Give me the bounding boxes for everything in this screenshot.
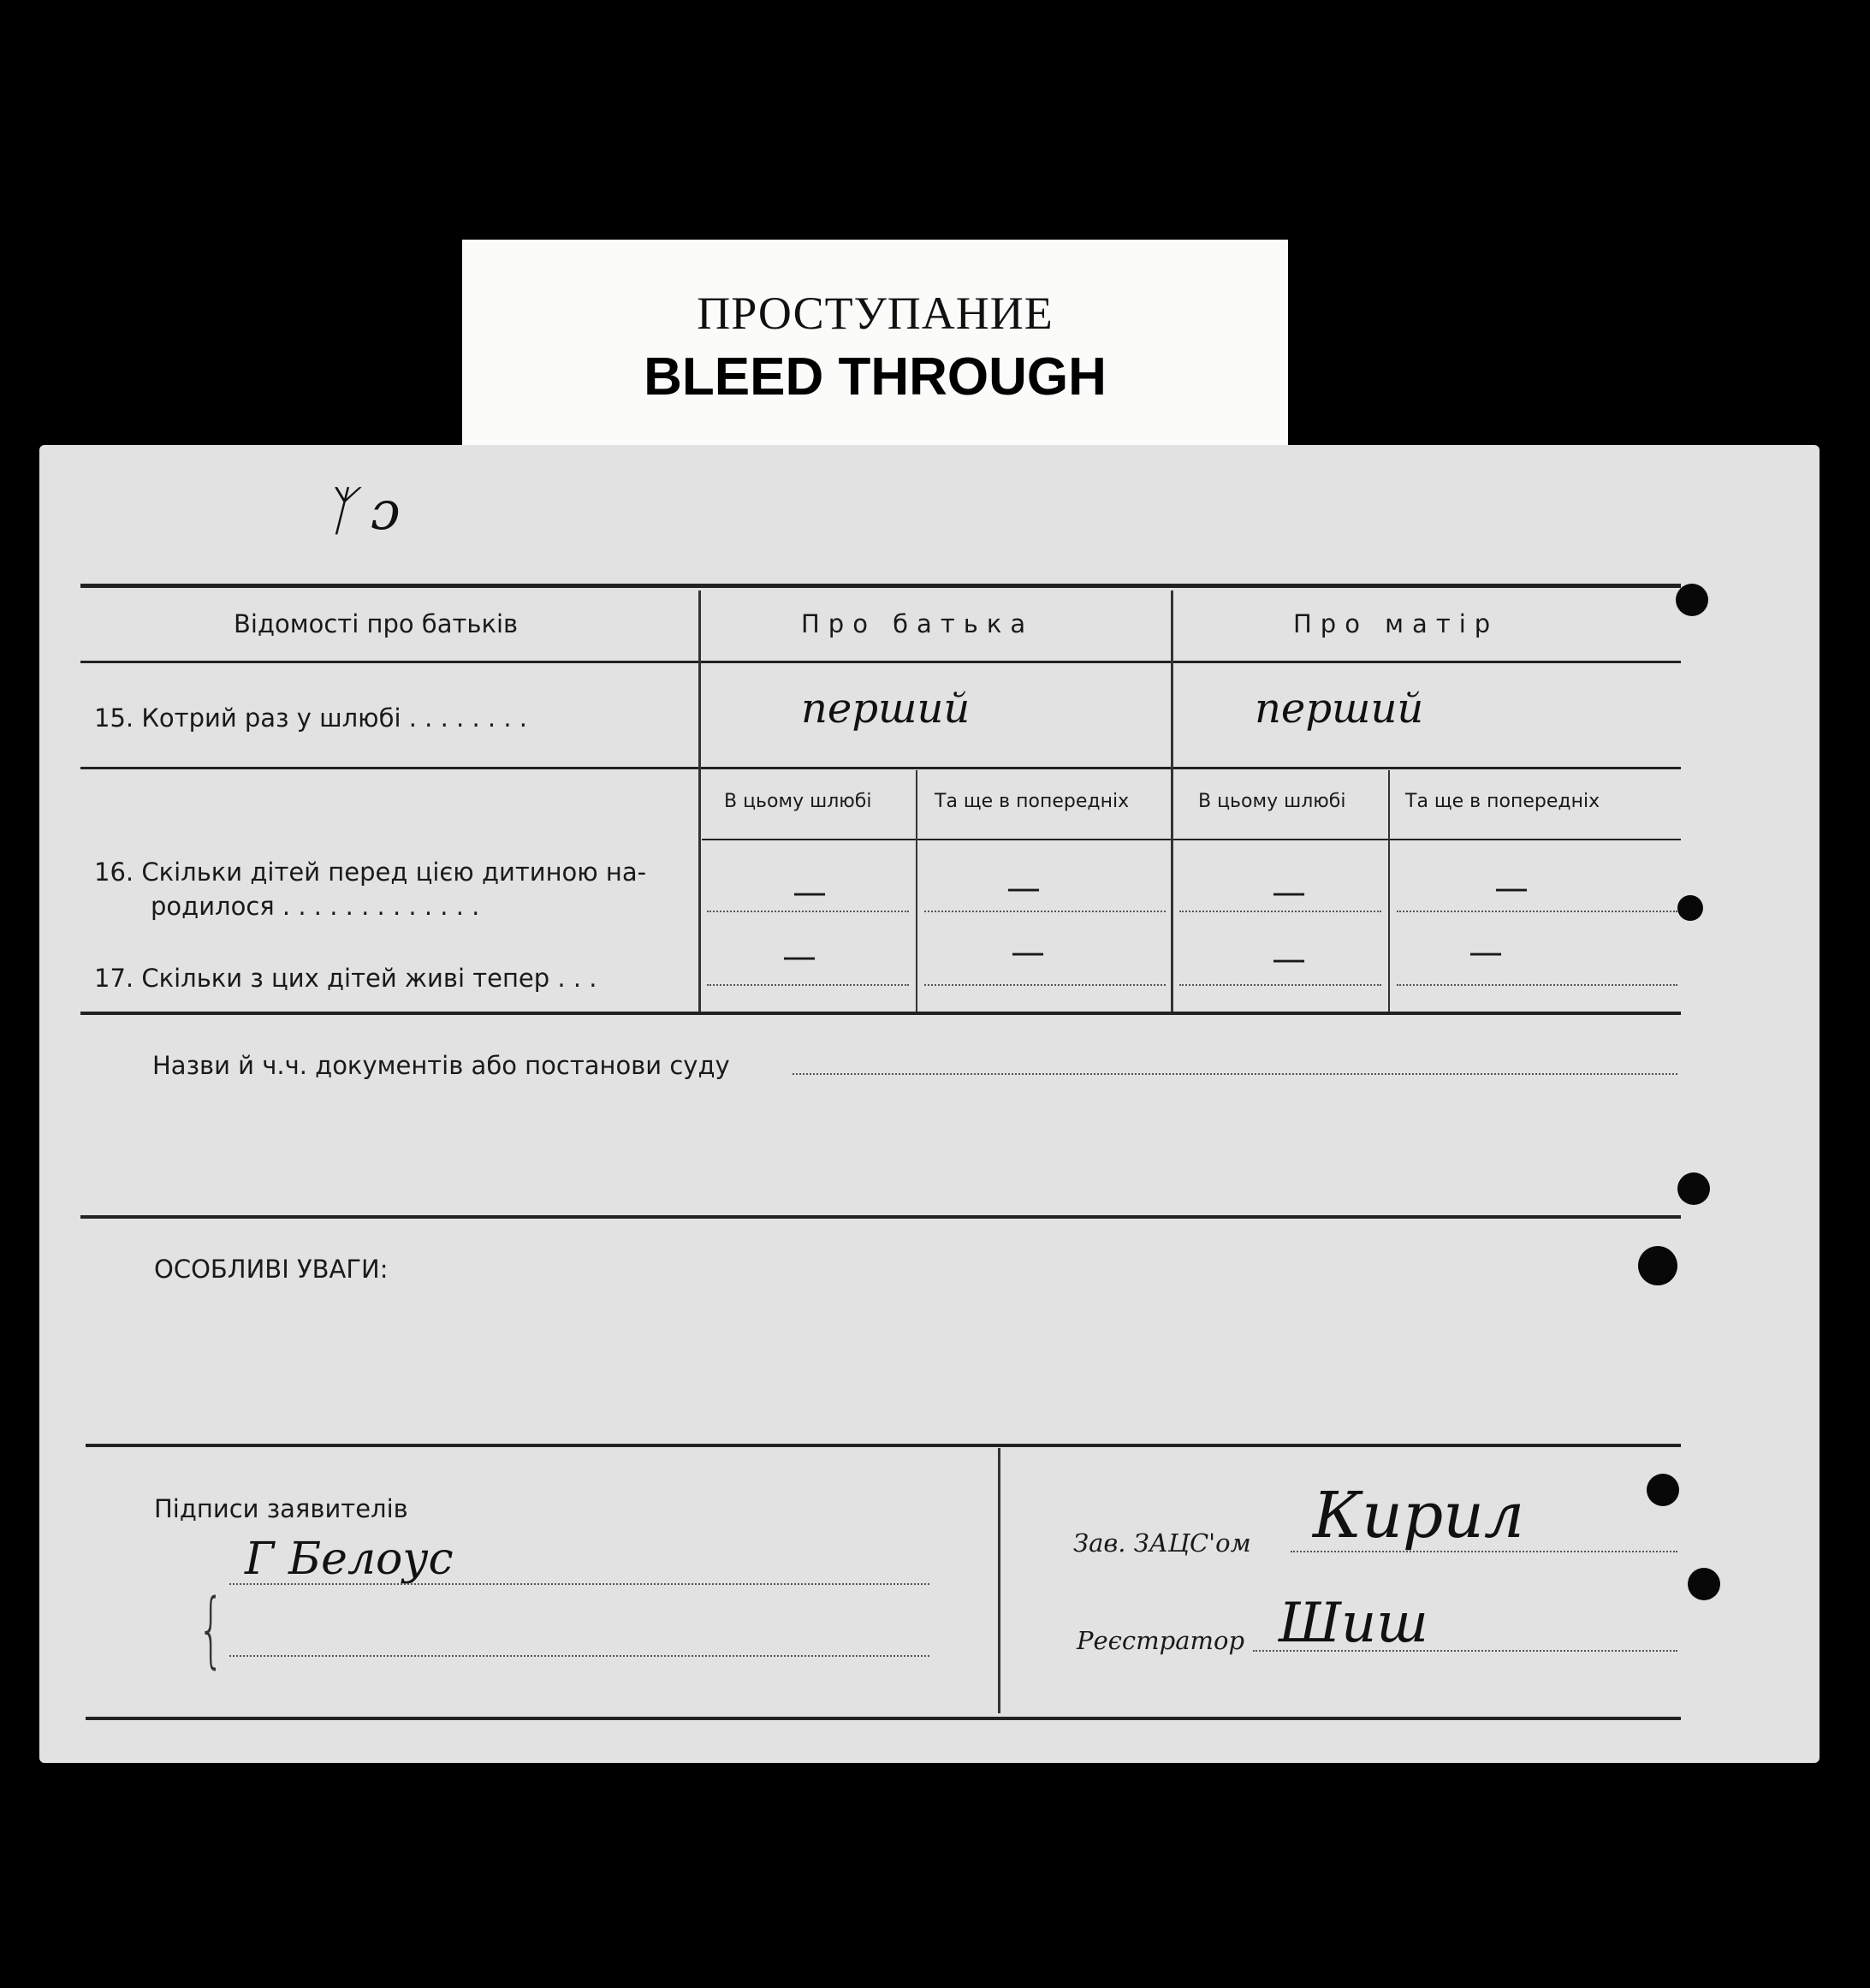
row16-mother-previous-value: — xyxy=(1494,869,1529,908)
row17-mother-previous-value: — xyxy=(1469,933,1503,972)
head-label: Зав. ЗАЦС'ом xyxy=(1073,1528,1251,1558)
row16-father-this-value: — xyxy=(793,873,827,912)
punch-hole xyxy=(1647,1474,1679,1506)
subheader-father-previous: Та ще в попередніх xyxy=(935,791,1130,812)
punch-hole xyxy=(1677,1172,1710,1205)
row17-mother-this-value: — xyxy=(1272,940,1306,979)
row15-label: 15. Котрий раз у шлюбі . . . . . . . . xyxy=(94,703,527,733)
row16-father-previous-value: — xyxy=(1006,869,1041,908)
applicant-brace: { xyxy=(198,1581,224,1677)
row17-mother-previous-line xyxy=(1397,984,1677,986)
row17-mother-this-line xyxy=(1179,984,1381,986)
head-signature: Кирил xyxy=(1313,1479,1525,1552)
header-about-father: Про батька xyxy=(801,609,1035,638)
remarks-rule xyxy=(86,1444,1681,1447)
registrar-signature: Шиш xyxy=(1279,1592,1428,1655)
applicant-signature: Г Белоус xyxy=(245,1534,454,1585)
documents-line xyxy=(793,1073,1677,1075)
row15-mother-value: перший xyxy=(1255,685,1424,733)
subheader-father-this: В цьому шлюбі xyxy=(724,791,872,812)
row15-father-value: перший xyxy=(801,685,971,733)
documents-rule xyxy=(80,1215,1681,1219)
header-parents-info: Відомості про батьків xyxy=(234,609,519,638)
label-russian: ПРОСТУПАНИЕ xyxy=(697,288,1054,339)
punch-hole xyxy=(1676,584,1708,616)
label-english: BLEED THROUGH xyxy=(644,347,1107,407)
row17-label: 17. Скільки з цих дітей живі тепер . . . xyxy=(94,964,597,993)
bottom-rule xyxy=(86,1717,1681,1720)
documents-label: Назви й ч.ч. документів або постанови суду xyxy=(152,1051,730,1080)
row17-father-previous-line xyxy=(924,984,1166,986)
table-bottom-rule xyxy=(80,1012,1681,1015)
row17-father-this-line xyxy=(707,984,909,986)
applicants-label: Підписи заявителів xyxy=(154,1494,408,1523)
column-divider-mother xyxy=(1388,770,1390,1012)
bleed-through-label xyxy=(462,240,1288,454)
subheader-mother-previous: Та ще в попередніх xyxy=(1405,791,1600,812)
row16-mother-this-value: — xyxy=(1272,873,1306,912)
corner-handwritten-mark: ᛉ ɔ xyxy=(322,479,401,542)
punch-hole xyxy=(1638,1246,1677,1285)
remarks-label: ОСОБЛИВІ УВАГИ: xyxy=(154,1255,389,1284)
applicant-line-1 xyxy=(229,1583,929,1585)
top-rule xyxy=(80,584,1681,588)
registration-form xyxy=(39,445,1820,1763)
column-divider-father xyxy=(916,770,917,1012)
row17-father-this-value: — xyxy=(782,937,816,976)
column-divider-2 xyxy=(1171,590,1173,1012)
punch-hole xyxy=(1677,895,1703,921)
row15-rule xyxy=(80,767,1681,769)
column-divider-1 xyxy=(698,590,701,1012)
subheader-mother-this: В цьому шлюбі xyxy=(1198,791,1346,812)
row16-father-previous-line xyxy=(924,911,1166,912)
signature-divider xyxy=(998,1448,1000,1713)
row16-mother-previous-line xyxy=(1397,911,1677,912)
registrar-label: Реєстратор xyxy=(1077,1626,1245,1655)
row16-label-line2: родилося . . . . . . . . . . . . . xyxy=(151,892,480,921)
header-rule xyxy=(80,661,1681,663)
applicant-line-2 xyxy=(229,1655,929,1657)
header-about-mother: Про матір xyxy=(1293,609,1499,638)
row17-father-previous-value: — xyxy=(1011,933,1045,972)
subheader-rule xyxy=(702,839,1681,840)
punch-hole xyxy=(1688,1568,1720,1600)
row16-label-line1: 16. Скільки дітей перед цією дитиною на- xyxy=(94,858,647,887)
